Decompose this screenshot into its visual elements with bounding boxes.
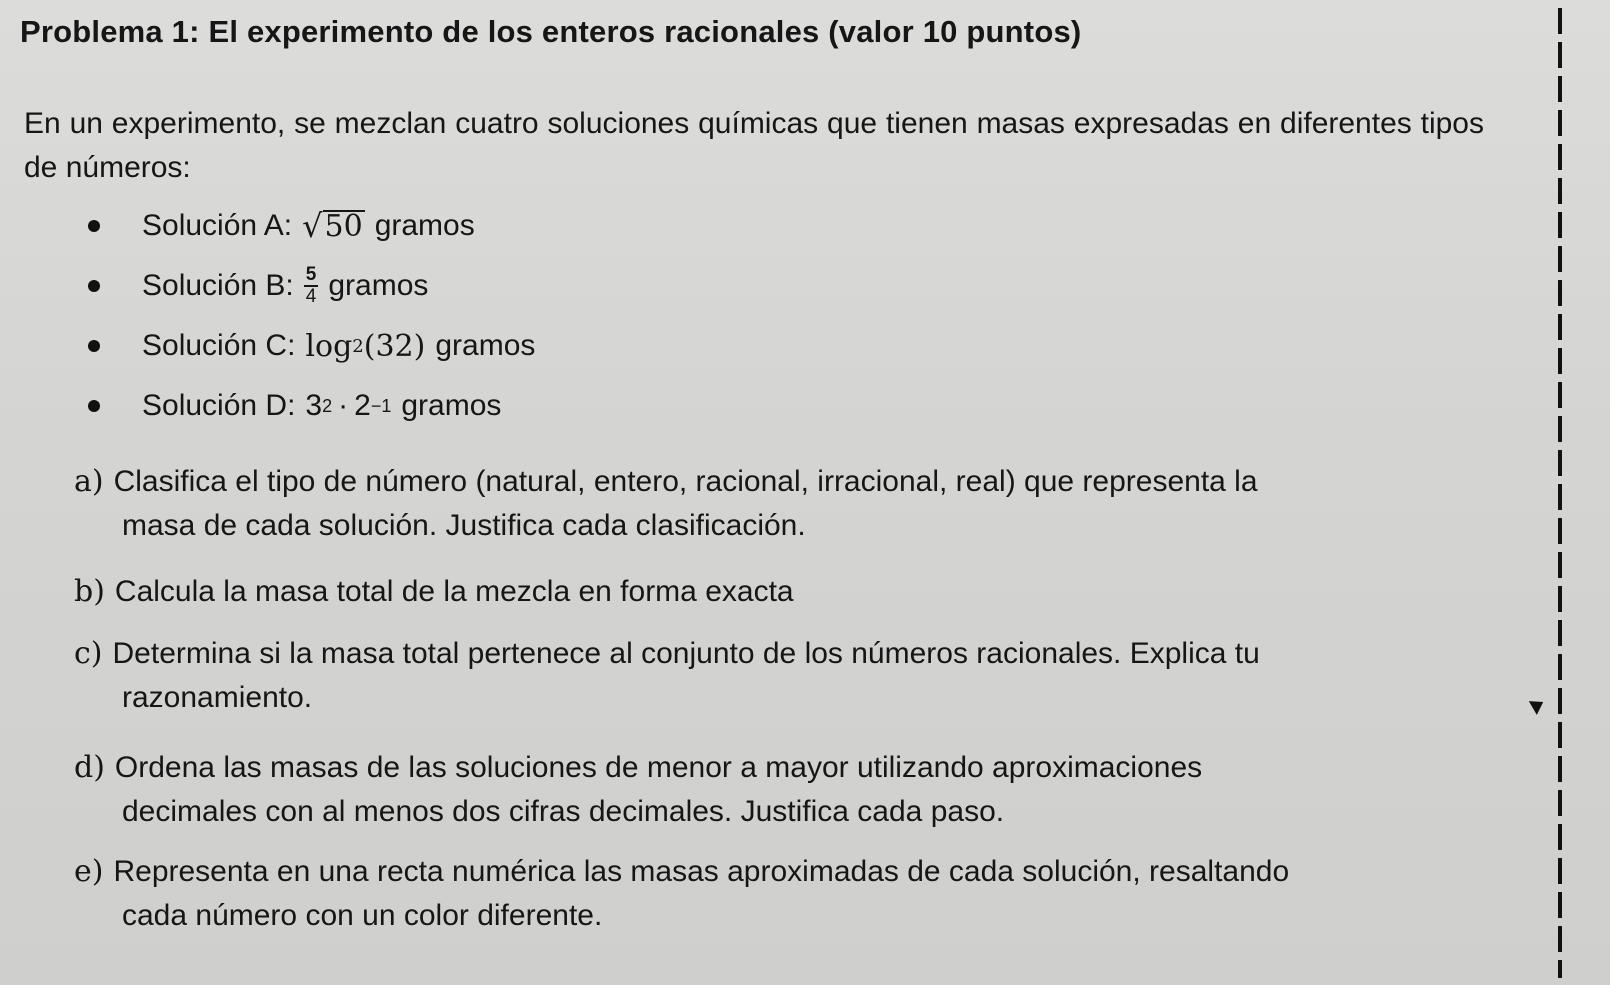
solution-label: Solución D:	[142, 389, 296, 422]
bullet-icon	[88, 220, 100, 232]
problem-title: Problema 1: El experimento de los enteros racionales (valor 10 puntos)	[20, 14, 1082, 49]
bullet-icon	[88, 340, 100, 352]
question-e	[74, 850, 1484, 938]
list-item-solution-b	[80, 256, 535, 316]
scrollbar-track[interactable]	[1558, 8, 1562, 978]
question-text: Ordena las masas de las soluciones de menor a mayor utilizando aproximaciones	[114, 751, 1203, 784]
question-continuation: cada número con un color diferente.	[122, 899, 603, 932]
power-base-2: 2	[354, 389, 371, 422]
question-continuation: decimales con al menos dos cifras decimales. Justifica cada paso.	[122, 795, 1005, 828]
log-expression	[305, 329, 425, 364]
question-letter: c)	[74, 636, 103, 671]
solution-label: Solución B:	[142, 269, 294, 302]
question-continuation: masa de cada solución. Justifica cada clasificación.	[122, 509, 806, 542]
solutions-list	[80, 196, 535, 436]
fraction-numerator: 5	[305, 264, 317, 285]
power-exponent-2: −1	[370, 395, 392, 416]
solution-label: Solución C:	[142, 329, 296, 362]
power-expression	[305, 389, 391, 423]
list-item-solution-d	[80, 376, 535, 436]
question-letter: a)	[74, 464, 104, 499]
unit-label: gramos	[435, 329, 536, 362]
bullet-icon	[88, 280, 100, 292]
radicand: 50	[324, 209, 363, 244]
unit-label: gramos	[401, 389, 502, 422]
log-function: log	[305, 328, 353, 364]
list-item-solution-c	[80, 316, 535, 376]
sqrt-icon: √	[302, 207, 323, 245]
solution-label: Solución A:	[142, 209, 293, 242]
mouse-cursor-icon	[1529, 695, 1547, 715]
multiply-operator: ·	[338, 389, 349, 422]
question-letter: d)	[74, 750, 105, 785]
question-letter: b)	[74, 574, 105, 609]
fraction-expression	[304, 265, 319, 307]
list-item-solution-a	[80, 196, 535, 256]
unit-label: gramos	[328, 269, 429, 302]
question-a	[74, 460, 1484, 548]
log-argument: (32)	[363, 328, 426, 364]
intro-paragraph: En un experimento, se mezclan cuatro soluciones químicas que tienen masas expresadas en diferentes tipos de números:	[24, 107, 1484, 184]
question-continuation: razonamiento.	[122, 681, 313, 714]
question-text: Representa en una recta numérica las masas aproximadas de cada solución, resaltando	[113, 855, 1290, 888]
fraction-denominator: 4	[305, 286, 317, 307]
question-text: Determina si la masa total pertenece al conjunto de los números racionales. Explica tu	[112, 637, 1260, 670]
question-letter: e)	[74, 854, 104, 889]
power-base-1: 3	[305, 389, 323, 422]
bullet-icon	[88, 400, 100, 412]
question-c	[74, 632, 1484, 720]
question-text: Calcula la masa total de la mezcla en forma exacta	[114, 575, 794, 608]
power-exponent-1: 2	[322, 395, 333, 416]
unit-label: gramos	[374, 209, 475, 242]
question-text: Clasifica el tipo de número (natural, entero, racional, irracional, real) que representa la	[113, 465, 1258, 498]
sqrt-expression	[302, 207, 365, 245]
question-d	[74, 746, 1484, 834]
log-base: 2	[352, 335, 364, 357]
question-b	[74, 570, 1484, 614]
